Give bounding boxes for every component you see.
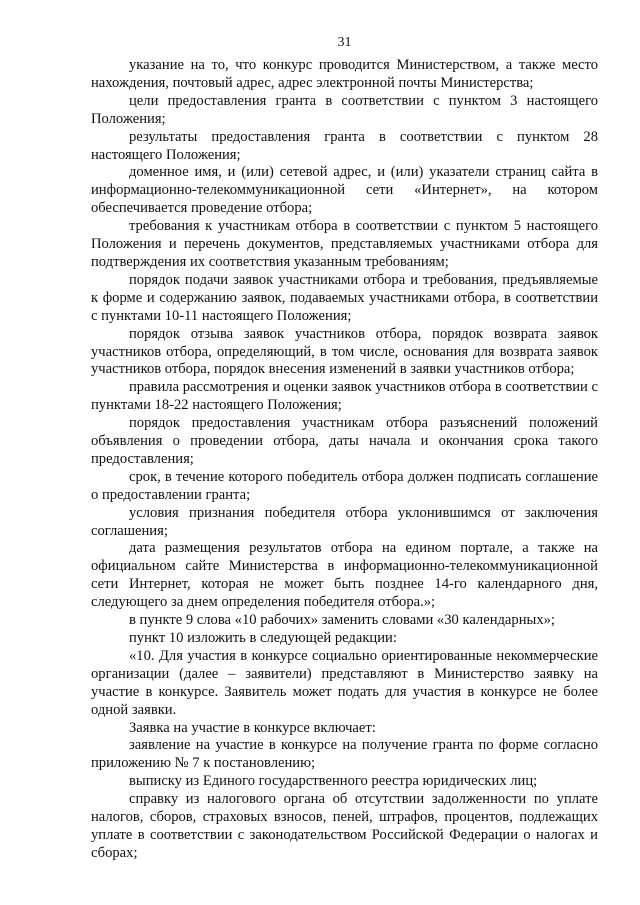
paragraph: правила рассмотрения и оценки заявок участников отбора в соответствии с пунктами 18-22 настоящего Положения;: [91, 379, 598, 414]
document-body: [91, 57, 598, 863]
paragraph: порядок предоставления участникам отбора разъяснений положений объявления о проведении отбора, даты начала и окончания срока такого предоставления;: [91, 415, 598, 467]
page-number: 31: [337, 35, 352, 50]
paragraph: результаты предоставления гранта в соответствии с пунктом 28 настоящего Положения;: [91, 128, 598, 163]
paragraph: выписку из Единого государственного реестра юридических лиц;: [129, 773, 538, 790]
paragraph: пункт 10 изложить в следующей редакции:: [129, 630, 397, 646]
paragraph: в пункте 9 слова «10 рабочих» заменить словами «30 календарных»;: [129, 612, 555, 629]
paragraph: «10. Для участия в конкурсе социально ориентированные некоммерческие организации (далее – заявители) представляют в Министерство заявку на участие в конкурсе. Заявитель может подать для участия в конкурсе не более одной заявки.: [91, 647, 598, 718]
paragraph: дата размещения результатов отбора на едином портале, а также на официальном сайте Министерства в информационно-телекоммуникационной сети Интернет, которая не может быть позднее 14-го календарного дня, следующего за днем определения победителя отбора.»;: [91, 540, 598, 611]
paragraph: доменное имя, и (или) сетевой адрес, и (или) указатели страниц сайта в информационно-телекоммуникационной сети «Интернет», на котором обеспечивается проведение отбора;: [91, 164, 598, 217]
paragraph: требования к участникам отбора в соответствии с пунктом 5 настоящего Положения и перечень документов, представляемых участниками отбора для подтверждения их соответствия указанным требованиям;: [91, 218, 598, 270]
paragraph: указание на то, что конкурс проводится Министерством, а также место нахождения, почтовый адрес, адрес электронной почты Министерства;: [91, 57, 598, 91]
paragraph: условия признания победителя отбора уклонившимся от заключения соглашения;: [91, 504, 598, 539]
paragraph: порядок подачи заявок участниками отбора и требования, предъявляемые к форме и содержанию заявок, подаваемых участниками отбора, в соответствии с пунктами 10-11 настоящего Положения;: [91, 271, 598, 324]
paragraph: справку из налогового органа об отсутствии задолженности по уплате налогов, сборов, страховых взносов, пеней, штрафов, процентов, подлежащих уплате в соответствии с законодательством Российской Федерации о налогах и сборах;: [91, 791, 598, 861]
paragraph: Заявка на участие в конкурсе включает:: [129, 719, 376, 736]
paragraph: срок, в течение которого победитель отбора должен подписать соглашение о предоставлении гранта;: [91, 468, 598, 503]
paragraph: цели предоставления гранта в соответствии с пунктом 3 настоящего Положения;: [91, 92, 598, 127]
paragraph: заявление на участие в конкурсе на получение гранта по форме согласно приложению № 7 к постановлению;: [91, 737, 598, 772]
paragraph: порядок отзыва заявок участников отбора, порядок возврата заявок участников отбора, определяющий, в том числе, основания для возврата заявок участников отбора, порядок внесения изменений в заявки участников отбора;: [91, 325, 598, 378]
